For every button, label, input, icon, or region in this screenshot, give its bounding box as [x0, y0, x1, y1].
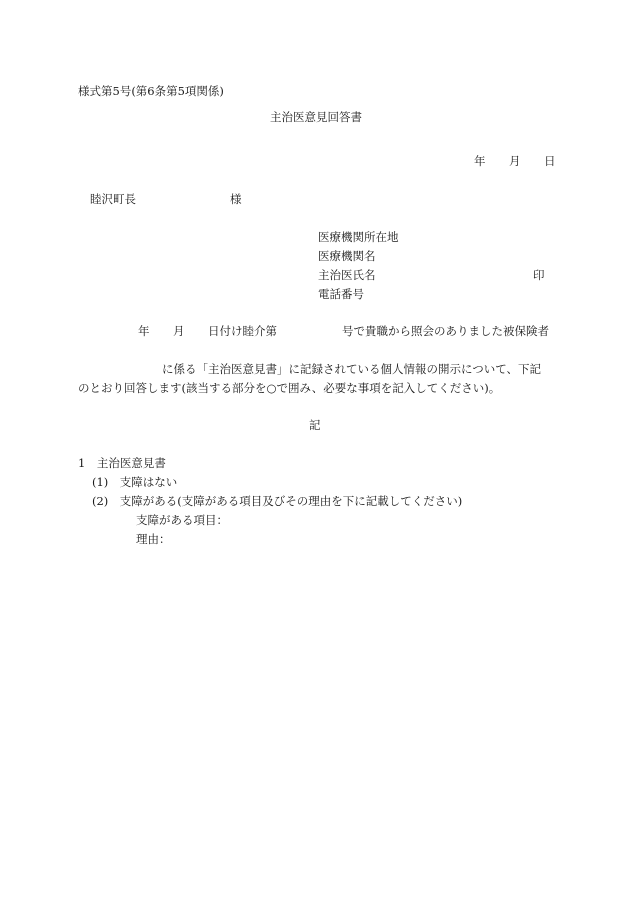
option-hindrance: (2) 支障がある(支障がある項目及びその理由を下に記載してください) [92, 494, 463, 508]
body-line2: に係る「主治医意見書」に記録されている個人情報の開示について、下記 [162, 362, 542, 376]
sender-phone-label: 電話番号 [318, 287, 364, 301]
reason-label: 理由： [136, 532, 171, 546]
seal-mark: 印 [533, 268, 545, 282]
date-day: 日 [544, 154, 556, 168]
form-number: 様式第5号(第6条第5項関係) [78, 84, 224, 98]
sender-doctor-label: 主治医氏名 [318, 268, 376, 282]
addressee-honorific: 様 [230, 192, 242, 206]
sender-institution-label: 医療機関名 [318, 249, 376, 263]
body-line3: のとおり回答します(該当する部分を○で囲み、必要な事項を記入してください)。 [78, 381, 501, 395]
ki-heading: 記 [309, 418, 321, 432]
section-heading: 1 主治医意見書 [78, 456, 166, 470]
sender-address-label: 医療機関所在地 [318, 230, 399, 244]
date-year: 年 [474, 154, 486, 168]
addressee-office: 睦沢町長 [90, 192, 136, 206]
body-line1-rest: 号で貴職から照会のありました被保険者 [342, 324, 549, 338]
document-title: 主治医意見回答書 [270, 110, 362, 124]
body-year: 年 [138, 324, 150, 338]
date-month: 月 [509, 154, 521, 168]
hindrance-item-label: 支障がある項目： [136, 513, 228, 527]
option-no-hindrance: (1) 支障はない [92, 475, 178, 489]
body-dated: 日付け睦介第 [208, 324, 277, 338]
body-month: 月 [173, 324, 185, 338]
